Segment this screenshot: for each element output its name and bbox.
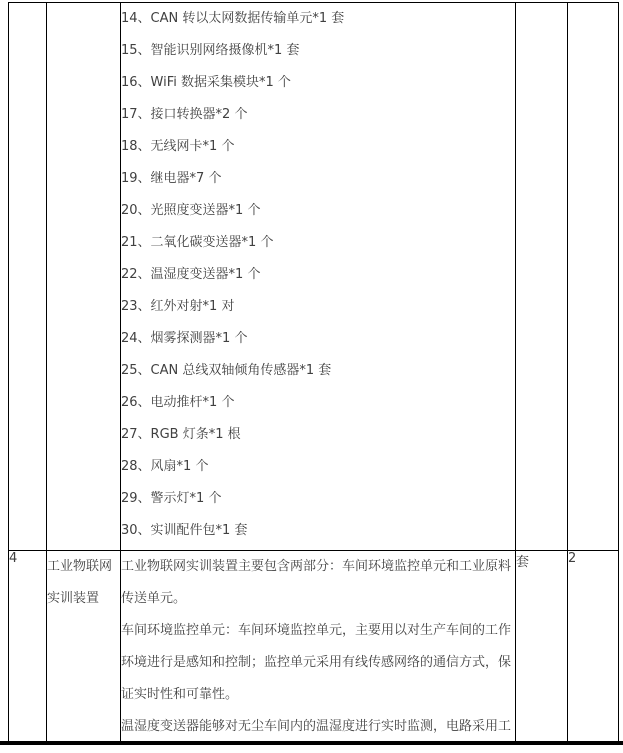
- component-item-line: 21、二氧化碳变送器*1 个: [121, 235, 274, 250]
- component-item-line: 30、实训配件包*1 套: [121, 523, 248, 538]
- component-item-line: 20、光照度变送器*1 个: [121, 203, 261, 218]
- component-item-line: 15、智能识别网络摄像机*1 套: [121, 43, 300, 58]
- description-line: 环境进行是感知和控制；监控单元采用有线传感网络的通信方式，保: [121, 655, 512, 670]
- component-item-line: 19、继电器*7 个: [121, 171, 222, 186]
- description-line: 传送单元。: [121, 591, 187, 606]
- description-line: 证实时性和可靠性。: [121, 687, 239, 702]
- seq-cell: 4: [9, 551, 47, 744]
- component-item-line: 17、接口转换器*2 个: [121, 107, 248, 122]
- seq-cell: [9, 3, 47, 551]
- component-item-line: 27、RGB 灯条*1 根: [121, 427, 241, 442]
- component-item-line: 26、电动推杆*1 个: [121, 395, 235, 410]
- table-row-items-continuation: [9, 3, 619, 551]
- component-item-line: 22、温湿度变送器*1 个: [121, 267, 261, 282]
- unit-cell: [516, 3, 568, 551]
- equipment-spec-table: [8, 2, 619, 744]
- component-item-line: 16、WiFi 数据采集模块*1 个: [121, 75, 291, 90]
- component-item-line: 28、风扇*1 个: [121, 459, 209, 474]
- component-item-line: 24、烟雾探测器*1 个: [121, 331, 248, 346]
- description-line: 温湿度变送器能够对无尘车间内的温湿度进行实时监测，电路采用工: [121, 719, 512, 734]
- device-name-line: 实训装置: [47, 591, 100, 606]
- page-bottom-edge: [0, 741, 623, 745]
- component-item-line: 29、警示灯*1 个: [121, 491, 222, 506]
- unit-cell: 套: [516, 551, 568, 744]
- component-item-line: 25、CAN 总线双轴倾角传感器*1 套: [121, 363, 332, 378]
- component-item-line: 23、红外对射*1 对: [121, 299, 235, 314]
- table-row-device-4: [9, 551, 619, 744]
- description-line: 车间环境监控单元：车间环境监控单元，主要用以对生产车间的工作: [121, 623, 512, 638]
- description-cell: [121, 551, 516, 744]
- component-item-line: 14、CAN 转以太网数据传输单元*1 套: [121, 11, 345, 26]
- component-list-cell: [121, 3, 516, 551]
- description-line: 工业物联网实训装置主要包含两部分：车间环境监控单元和工业原料: [121, 559, 512, 574]
- component-item-line: 18、无线网卡*1 个: [121, 139, 235, 154]
- device-name-line: 工业物联网: [47, 559, 113, 574]
- device-name-cell: [47, 3, 121, 551]
- qty-cell: [568, 3, 619, 551]
- device-name-cell: [47, 551, 121, 744]
- qty-cell: 2: [568, 551, 619, 744]
